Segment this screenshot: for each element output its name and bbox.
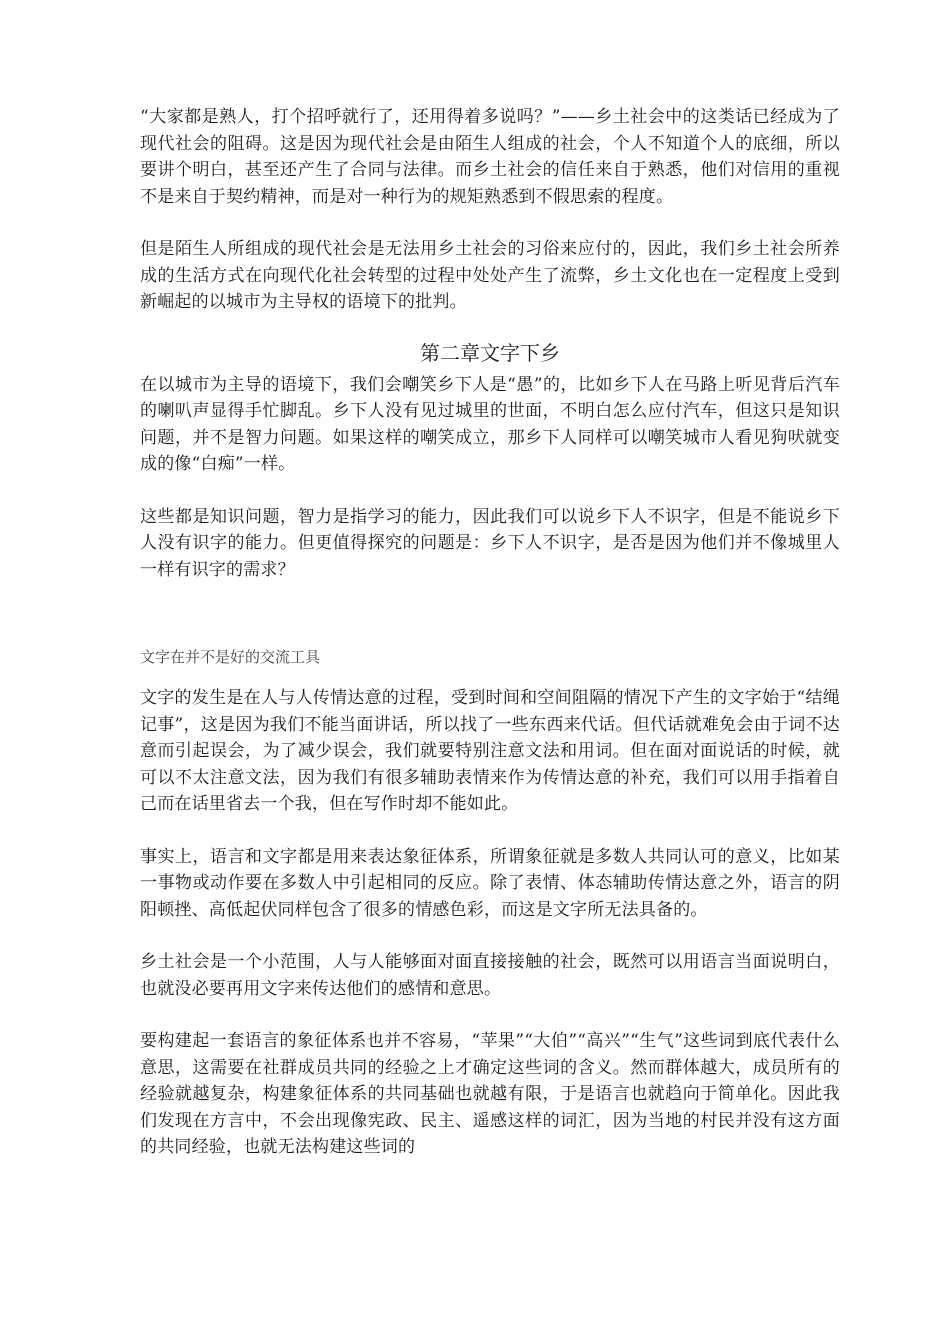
paragraph: 事实上，语言和文字都是用来表达象征体系，所谓象征就是多数人共同认可的意义，比如某一事物或动作要在多数人中引起相同的反应。除了表情、体态辅助传情达意之外，语言的阴阳顿挫、高低起伏同样包含了很多的情感色彩，而这是文字所无法具备的。	[140, 846, 840, 920]
document-page	[140, 104, 840, 1161]
section-title: 文字在并不是好的交流工具	[140, 648, 321, 666]
paragraph-gap	[140, 478, 840, 504]
section-gap	[140, 669, 840, 685]
paragraph: 在以城市为主导的语境下，我们会嘲笑乡下人是“愚”的，比如乡下人在马路上听见背后汽车的喇叭声显得手忙脚乱。乡下人没有见过城里的世面，不明白怎么应付汽车，但这只是知识问题，并不是智力问题。如果这样的嘲笑成立，那乡下人同样可以嘲笑城市人看见狗吠就变成的像“白痴”一样。	[140, 374, 840, 474]
section-gap	[140, 583, 840, 645]
paragraph-gap	[140, 1002, 840, 1028]
paragraph: 要构建起一套语言的象征体系也并不容易，“苹果”“大伯”“高兴”“生气”这些词到底代表什么意思，这需要在社群成员共同的经验之上才确定这些词的含义。然而群体越大，成员所有的经验就越复杂，构建象征体系的共同基础也就越有限，于是语言也就趋向于简单化。因此我们发现在方言中，不会出现像宪政、民主、遥感这样的词汇，因为当地的村民并没有这方面的共同经验，也就无法构建这些词的	[140, 1031, 840, 1157]
paragraph-gap	[140, 210, 840, 236]
paragraph: “大家都是熟人，打个招呼就行了，还用得着多说吗？”——乡土社会中的这类话已经成为了现代社会的阻碍。这是因为现代社会是由陌生人组成的社会，个人不知道个人的底细，所以要讲个明白，甚至还产生了合同与法律。而乡土社会的信任来自于熟悉，他们对信用的重视不是来自于契约精神，而是对一种行为的规矩熟悉到不假思索的程度。	[140, 107, 840, 207]
paragraph-gap	[140, 818, 840, 844]
paragraph-gap	[140, 923, 840, 949]
chapter-title: 第二章文字下乡	[420, 340, 560, 365]
paragraph: 乡土社会是一个小范围，人与人能够面对面直接接触的社会，既然可以用语言当面说明白，也就没必要再用文字来传达他们的感情和意思。	[140, 952, 840, 999]
paragraph: 文字的发生是在人与人传情达意的过程，受到时间和空间阻隔的情况下产生的文字始于“结绳记事”，这是因为我们不能当面讲话，所以找了一些东西来代话。但代话就难免会由于词不达意而引起误会，为了减少误会，我们就要特别注意文法和用词。但在面对面说话的时候，就可以不太注意文法，因为我们有很多辅助表情来作为传情达意的补充，我们可以用手指着自己而在话里省去一个我，但在写作时却不能如此。	[140, 688, 840, 814]
paragraph: 但是陌生人所组成的现代社会是无法用乡土社会的习俗来应付的，因此，我们乡土社会所养成的生活方式在向现代化社会转型的过程中处处产生了流弊，乡土文化也在一定程度上受到新崛起的以城市为主导权的语境下的批判。	[140, 239, 840, 312]
section-gap	[140, 316, 840, 338]
paragraph: 这些都是知识问题，智力是指学习的能力，因此我们可以说乡下人不识字，但是不能说乡下人没有识字的能力。但更值得探究的问题是：乡下人不识字，是否是因为他们并不像城里人一样有识字的需求？	[140, 506, 840, 580]
